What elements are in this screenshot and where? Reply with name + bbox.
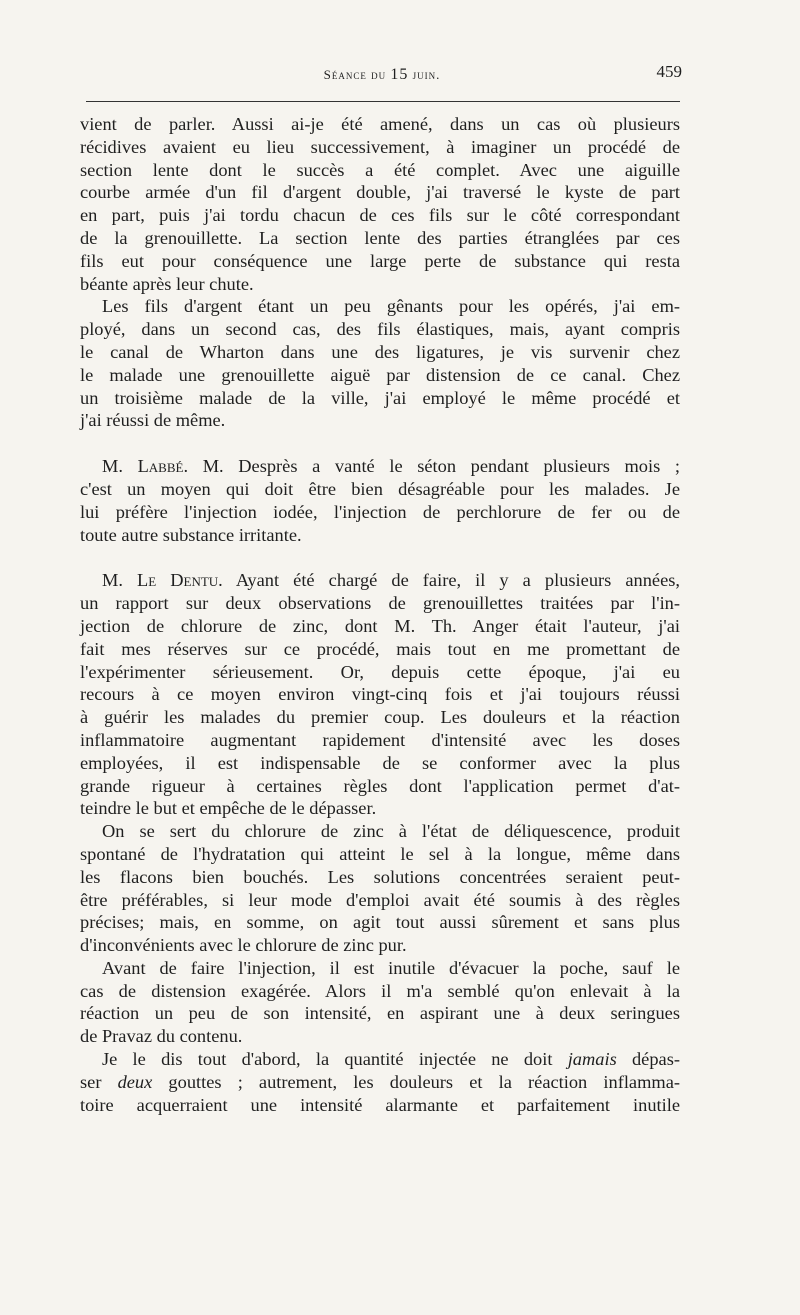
text-line: toute autre substance irritante. [80,524,302,545]
text-line [80,1071,680,1094]
text-line: en part, puis j'ai tordu chacun de ces fils sur le côté correspondant [80,205,680,226]
paragraph-labbe [80,455,680,546]
text-line: On se sert du chlorure de zinc à l'état de déliquescence, produit [102,821,680,842]
text-line [80,1048,680,1071]
page-header [82,62,682,88]
text-line: fait mes réserves sur ce procédé, mais tout en me promettant de [80,638,680,659]
paragraph-1 [80,113,680,295]
text-line: le canal de Wharton dans une des ligatures, je vis survenir chez [80,341,680,362]
text-line: un rapport sur deux observations de grenouillettes traitées par l'in- [80,593,680,614]
text-line: fils eut pour conséquence une large perte de substance qui resta [80,250,680,271]
running-title [82,66,682,84]
paragraph-6 [80,957,680,1048]
speaker-name: M. Labbé. [102,456,189,477]
text-fragment: M. Desprès a vanté le séton pendant plusieurs mois ; [202,456,680,477]
text-line: toire acquerraient une intensité alarmante et parfaitement inutile [80,1094,680,1115]
text-line: de Pravaz du contenu. [80,1026,243,1047]
text-line: inflammatoire augmentant rapidement d'intensité avec les doses [80,729,680,750]
body-text [80,113,680,1116]
text-line: recours à ce moyen environ vingt-cinq fois et j'ai toujours réussi [80,684,680,705]
text-line: précises; mais, en somme, on agit tout aussi sûrement et sans plus [80,912,680,933]
emphasis: deux [117,1071,153,1092]
text-fragment: gouttes ; autrement, les douleurs et la réaction inflamma- [152,1071,680,1092]
header-rule [86,101,680,102]
text-line: courbe armée d'un fil d'argent double, j'ai traversé le kyste de part [80,182,680,203]
text-line: c'est un moyen qui doit être bien désagréable pour les malades. Je [80,478,680,499]
text-fragment: Je le dis tout d'abord, la quantité injectée ne doit [102,1049,568,1070]
text-line: Les fils d'argent étant un peu gênants pour les opérés, j'ai em- [102,296,680,317]
paragraph-2 [80,295,680,432]
text-line: d'inconvénients avec le chlorure de zinc pur. [80,935,407,956]
paragraph-le-dentu [80,569,680,820]
speaker-name: M. Le Dentu. [102,570,223,591]
paragraph-gap [80,432,680,455]
text-fragment: dépas- [616,1049,680,1070]
text-fragment: ser [80,1071,118,1092]
running-title-month: juin. [412,67,441,82]
text-fragment: Ayant été chargé de faire, il y a plusieurs années, [235,570,680,591]
text-line: le malade une grenouillette aiguë par distension de ce canal. Chez [80,364,680,385]
text-line: de la grenouillette. La section lente des parties étranglées par ces [80,227,680,248]
text-line: Avant de faire l'injection, il est inutile d'évacuer la poche, sauf le [102,957,680,978]
paragraph-gap [80,546,680,569]
text-line: l'expérimenter sérieusement. Or, depuis cette époque, j'ai eu [80,661,680,682]
text-line: grande rigueur à certaines règles dont l'application permet d'at- [80,775,680,796]
text-line: les flacons bien bouchés. Les solutions concentrées seraient peut- [80,866,680,887]
text-line: vient de parler. Aussi ai-je été amené, dans un cas où plusieurs [80,114,680,134]
text-line: j'ai réussi de même. [80,410,226,431]
running-title-prefix: Séance du [323,67,387,82]
text-line: réaction un peu de son intensité, en aspirant une à deux seringues [80,1003,680,1024]
paragraph-5 [80,820,680,957]
text-line: teindre le but et empêche de le dépasser. [80,798,377,819]
text-line: béante après leur chute. [80,273,254,294]
text-line: à guérir les malades du premier coup. Les douleurs et la réaction [80,707,680,728]
running-title-day: 15 [390,66,409,83]
text-line: jection de chlorure de zinc, dont M. Th. Anger était l'auteur, j'ai [80,615,680,636]
text-line [80,455,680,478]
text-line: cas de distension exagérée. Alors il m'a semblé qu'on enlevait à la [80,980,680,1001]
text-line: récidives avaient eu lieu successivement, à imaginer un procédé de [80,136,680,157]
text-line [80,569,680,592]
text-line: être préférables, si leur mode d'emploi avait été soumis à des règles [80,889,680,910]
text-line: ployé, dans un second cas, des fils élastiques, mais, ayant compris [80,319,680,340]
text-line: employées, il est indispensable de se conformer avec la plus [80,752,680,773]
page-number: 459 [656,62,682,81]
text-line: section lente dont le succès a été complet. Avec une aiguille [80,159,680,180]
text-line: un troisième malade de la ville, j'ai employé le même procédé et [80,387,680,408]
text-line: lui préfère l'injection iodée, l'injection de perchlorure de fer ou de [80,501,680,522]
emphasis: jamais [567,1049,617,1070]
text-line: spontané de l'hydratation qui atteint le sel à la longue, même dans [80,843,680,864]
paragraph-7 [80,1048,680,1116]
